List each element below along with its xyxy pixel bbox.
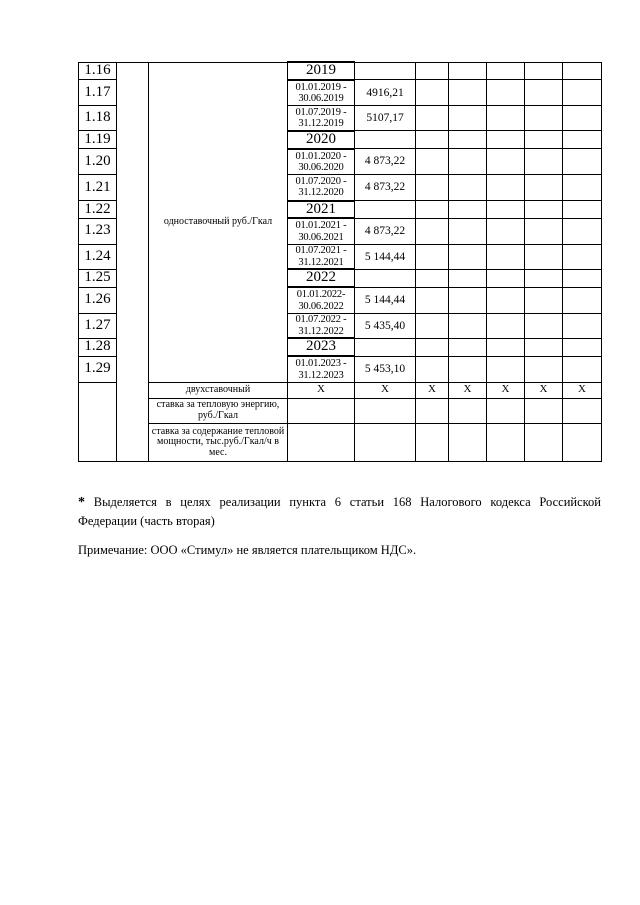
not-applicable-mark: X	[563, 382, 602, 398]
period-row-empty-cell	[416, 218, 449, 244]
period-row-empty-cell	[449, 149, 487, 175]
row-number: 1.19	[79, 131, 117, 149]
period-dates: 01.01.2022- 30.06.2022	[288, 287, 355, 313]
year-heading: 2021	[288, 201, 355, 219]
tariff-value: 5 144,44	[355, 287, 416, 313]
footnote-marker: *	[78, 495, 85, 510]
year-row-empty-cell	[449, 338, 487, 356]
year-heading: 2022	[288, 269, 355, 287]
year-row-empty-cell	[525, 131, 563, 149]
two-part-row	[79, 382, 602, 398]
year-row-empty-cell	[416, 269, 449, 287]
period-row-empty-cell	[525, 80, 563, 106]
year-row-empty-cell	[416, 338, 449, 356]
not-applicable-mark: X	[525, 382, 563, 398]
energy-rate-row-empty-cell	[355, 398, 416, 423]
period-row-empty-cell	[563, 80, 602, 106]
year-row-empty-cell	[487, 62, 525, 80]
period-row-empty-cell	[487, 356, 525, 382]
period-row-empty-cell	[449, 356, 487, 382]
period-row-empty-cell	[563, 149, 602, 175]
tariff-value: 4 873,22	[355, 149, 416, 175]
row-number-empty	[79, 382, 117, 461]
capacity-rate-row-empty-cell	[563, 423, 602, 461]
row-number: 1.23	[79, 218, 117, 244]
year-row-empty-cell	[355, 62, 416, 80]
period-row-empty-cell	[449, 106, 487, 131]
period-row-empty-cell	[563, 106, 602, 131]
capacity-rate-row-empty-cell	[525, 423, 563, 461]
row-number: 1.26	[79, 287, 117, 313]
energy-rate-row-empty-cell	[449, 398, 487, 423]
row-number: 1.27	[79, 313, 117, 338]
period-row-empty-cell	[449, 313, 487, 338]
period-dates: 01.01.2019 - 30.06.2019	[288, 80, 355, 106]
year-row-empty-cell	[563, 338, 602, 356]
energy-rate-row-empty-cell	[563, 398, 602, 423]
year-row-empty-cell	[487, 338, 525, 356]
tariff-value: 4916,21	[355, 80, 416, 106]
year-row-empty-cell	[449, 62, 487, 80]
period-dates: 01.07.2021 - 31.12.2021	[288, 244, 355, 269]
period-row-empty-cell	[525, 287, 563, 313]
two-part-tariff-label: двухставочный	[149, 382, 288, 398]
year-row-empty-cell	[487, 269, 525, 287]
period-row-empty-cell	[416, 313, 449, 338]
period-row-empty-cell	[449, 244, 487, 269]
subcategory-cell	[117, 62, 149, 461]
period-row-empty-cell	[525, 313, 563, 338]
not-applicable-mark: X	[416, 382, 449, 398]
period-row-empty-cell	[416, 244, 449, 269]
energy-rate-row-empty-cell	[525, 398, 563, 423]
energy-rate-row	[79, 398, 602, 423]
period-row-empty-cell	[525, 149, 563, 175]
period-row-empty-cell	[487, 175, 525, 201]
year-row-empty-cell	[563, 201, 602, 219]
tariff-value: 5107,17	[355, 106, 416, 131]
row-number: 1.28	[79, 338, 117, 356]
one-part-tariff-label: одноставочный руб./Гкал	[149, 62, 288, 382]
row-number: 1.25	[79, 269, 117, 287]
period-row-empty-cell	[525, 244, 563, 269]
period-dates: 01.07.2020 - 31.12.2020	[288, 175, 355, 201]
period-row-empty-cell	[525, 175, 563, 201]
year-row-empty-cell	[563, 62, 602, 80]
period-dates: 01.07.2019 - 31.12.2019	[288, 106, 355, 131]
energy-rate-row-empty-cell	[487, 398, 525, 423]
period-row-empty-cell	[416, 149, 449, 175]
row-number: 1.29	[79, 356, 117, 382]
period-row-empty-cell	[416, 287, 449, 313]
period-row-empty-cell	[563, 175, 602, 201]
period-row-empty-cell	[416, 80, 449, 106]
year-row-empty-cell	[449, 201, 487, 219]
period-row-empty-cell	[487, 218, 525, 244]
period-row-empty-cell	[487, 106, 525, 131]
year-row-empty-cell	[355, 201, 416, 219]
year-row-empty-cell	[525, 62, 563, 80]
period-row-empty-cell	[563, 287, 602, 313]
period-row-empty-cell	[563, 356, 602, 382]
year-row-empty-cell	[487, 201, 525, 219]
year-row-empty-cell	[525, 338, 563, 356]
row-number: 1.22	[79, 201, 117, 219]
capacity-rate-label: ставка за содержание тепловой мощности, тыс.руб./Гкал/ч в мес.	[149, 423, 288, 461]
period-row-empty-cell	[449, 80, 487, 106]
period-dates: 01.01.2023 - 31.12.2023	[288, 356, 355, 382]
year-row-empty-cell	[563, 269, 602, 287]
period-row-empty-cell	[563, 313, 602, 338]
period-row-empty-cell	[563, 218, 602, 244]
year-heading: 2019	[288, 62, 355, 80]
period-row-empty-cell	[487, 80, 525, 106]
period-dates: 01.01.2021 - 30.06.2021	[288, 218, 355, 244]
row-number: 1.18	[79, 106, 117, 131]
energy-rate-row-empty-cell	[416, 398, 449, 423]
not-applicable-mark: X	[449, 382, 487, 398]
tariff-value: 4 873,22	[355, 218, 416, 244]
period-row-empty-cell	[525, 356, 563, 382]
year-row-empty-cell	[449, 131, 487, 149]
capacity-rate-row-empty-cell	[288, 423, 355, 461]
period-row-empty-cell	[563, 244, 602, 269]
capacity-rate-row-empty-cell	[416, 423, 449, 461]
period-row-empty-cell	[449, 218, 487, 244]
year-heading: 2020	[288, 131, 355, 149]
year-row-empty-cell	[355, 131, 416, 149]
year-heading: 2023	[288, 338, 355, 356]
capacity-rate-row-empty-cell	[449, 423, 487, 461]
period-row-empty-cell	[487, 287, 525, 313]
period-row-empty-cell	[449, 287, 487, 313]
year-row-empty-cell	[525, 201, 563, 219]
year-row-empty-cell	[355, 269, 416, 287]
row-number: 1.24	[79, 244, 117, 269]
period-row-empty-cell	[416, 356, 449, 382]
period-dates: 01.01.2020 - 30.06.2020	[288, 149, 355, 175]
year-row-empty-cell	[355, 338, 416, 356]
period-row-empty-cell	[525, 218, 563, 244]
row-number: 1.20	[79, 149, 117, 175]
period-row-empty-cell	[487, 313, 525, 338]
row-number: 1.21	[79, 175, 117, 201]
year-row-empty-cell	[563, 131, 602, 149]
period-row-empty-cell	[449, 175, 487, 201]
tariff-value: 5 435,40	[355, 313, 416, 338]
period-row-empty-cell	[525, 106, 563, 131]
not-applicable-mark: X	[487, 382, 525, 398]
tariff-value: 5 144,44	[355, 244, 416, 269]
energy-rate-label: ставка за тепловую энергию, руб./Гкал	[149, 398, 288, 423]
period-row-empty-cell	[487, 149, 525, 175]
tariff-value: 4 873,22	[355, 175, 416, 201]
capacity-rate-row-empty-cell	[355, 423, 416, 461]
period-dates: 01.07.2022 - 31.12.2022	[288, 313, 355, 338]
energy-rate-row-empty-cell	[288, 398, 355, 423]
period-row-empty-cell	[416, 106, 449, 131]
tariff-table-body	[79, 62, 602, 461]
capacity-rate-row	[79, 423, 602, 461]
year-row-empty-cell	[525, 269, 563, 287]
year-row-empty-cell	[487, 131, 525, 149]
footnote	[78, 493, 601, 530]
not-applicable-mark: X	[288, 382, 355, 398]
footnote-text: Выделяется в целях реализации пункта 6 статьи 168 Налогового кодекса Российской Федерации (часть вторая)	[78, 495, 602, 528]
capacity-rate-row-empty-cell	[487, 423, 525, 461]
vat-note: Примечание: ООО «Стимул» не является плательщиком НДС».	[78, 543, 417, 557]
period-row-empty-cell	[416, 175, 449, 201]
year-row-empty-cell	[449, 269, 487, 287]
year-row	[79, 62, 602, 80]
row-number: 1.16	[79, 62, 117, 80]
tariff-value: 5 453,10	[355, 356, 416, 382]
tariff-table	[78, 61, 602, 462]
period-row-empty-cell	[487, 244, 525, 269]
row-number: 1.17	[79, 80, 117, 106]
not-applicable-mark: X	[355, 382, 416, 398]
year-row-empty-cell	[416, 62, 449, 80]
year-row-empty-cell	[416, 131, 449, 149]
year-row-empty-cell	[416, 201, 449, 219]
